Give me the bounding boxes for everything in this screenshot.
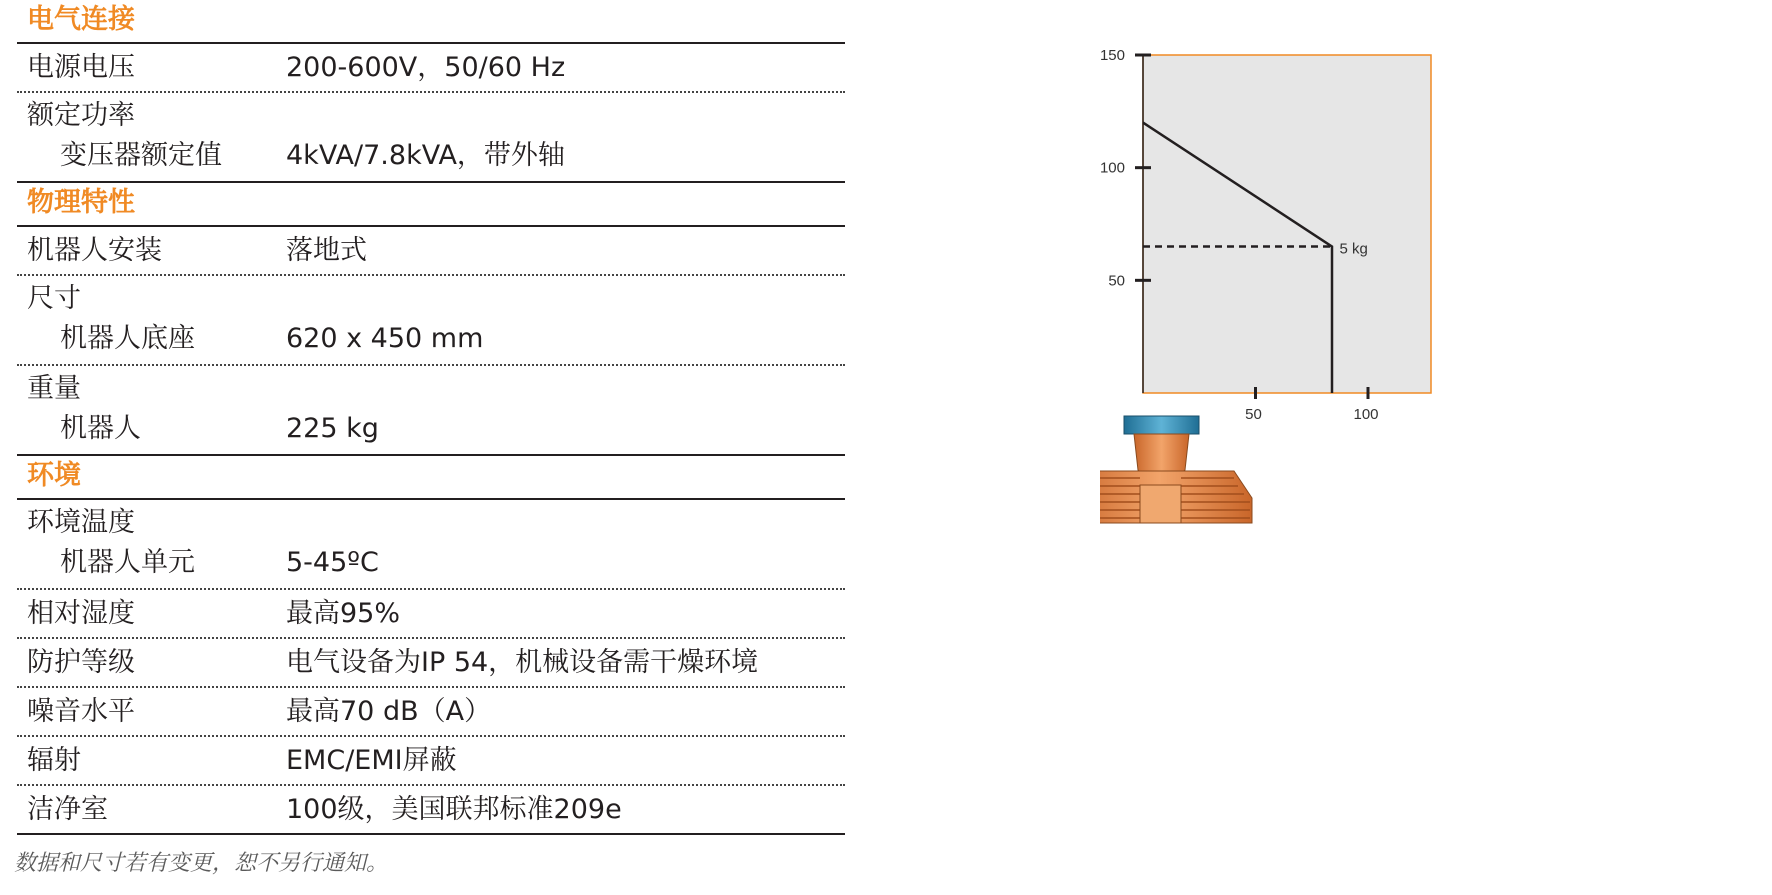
spec-value: 最高95% <box>286 598 401 629</box>
x-tick-label: 100 <box>1353 406 1379 423</box>
spec-row <box>17 93 845 183</box>
spec-sub-label: 变压器额定值 <box>60 140 222 171</box>
spec-sub-label: 机器人 <box>60 413 141 444</box>
spec-value: 225 kg <box>286 413 379 444</box>
end-effector-icon <box>1100 416 1252 523</box>
spec-row <box>17 639 845 688</box>
spec-value: 落地式 <box>286 235 367 266</box>
y-tick-label: 100 <box>1100 159 1125 177</box>
section-title: 环境 <box>17 456 845 500</box>
spec-sub-label: 机器人单元 <box>60 547 195 578</box>
footnote: 数据和尺寸若有变更，恕不另行通知。 <box>14 851 389 876</box>
spec-value: 电气设备为IP 54，机械设备需干燥环境 <box>286 647 759 678</box>
spec-row <box>17 276 845 366</box>
spec-label: 辐射 <box>27 745 81 776</box>
spec-row <box>17 786 845 835</box>
spec-value: 最高70 dB（A） <box>286 696 492 727</box>
spec-sub-label: 机器人底座 <box>60 323 195 354</box>
spec-label: 额定功率 <box>27 100 135 131</box>
spec-label: 机器人安装 <box>27 235 162 266</box>
spec-label: 洁净室 <box>27 794 108 825</box>
spec-row <box>17 44 845 93</box>
spec-value: 100级，美国联邦标准209e <box>286 794 622 825</box>
spec-value: 620 x 450 mm <box>286 323 484 354</box>
chart-annotations <box>1340 241 1368 258</box>
spec-row <box>17 227 845 276</box>
payload-label: 5 kg <box>1339 240 1368 258</box>
section-title: 物理特性 <box>17 183 845 227</box>
spec-value: 4kVA/7.8kVA，带外轴 <box>286 140 565 171</box>
spec-row <box>17 590 845 639</box>
spec-label: 防护等级 <box>27 647 135 678</box>
spec-label: 相对湿度 <box>27 598 135 629</box>
payload-diagram <box>1100 40 1520 600</box>
spec-row <box>17 737 845 786</box>
spec-label: 重量 <box>27 373 81 404</box>
spec-value: 5-45ºC <box>286 547 379 578</box>
spec-label: 环境温度 <box>27 507 135 538</box>
spec-value: EMC/EMI屏蔽 <box>286 745 457 776</box>
x-tick-label: 50 <box>1245 406 1262 423</box>
chart-plot-area <box>1143 55 1431 393</box>
y-tick-label: 50 <box>1108 272 1125 290</box>
spec-row <box>17 366 845 456</box>
spec-label: 噪音水平 <box>27 696 135 727</box>
spec-value: 200-600V，50/60 Hz <box>286 52 566 83</box>
spec-row <box>17 688 845 737</box>
spec-label: 尺寸 <box>27 283 81 314</box>
spec-label: 电源电压 <box>27 52 135 83</box>
spec-table <box>17 0 845 835</box>
y-tick-label: 150 <box>1100 47 1125 64</box>
section-title: 电气连接 <box>17 0 845 44</box>
spec-row <box>17 500 845 590</box>
